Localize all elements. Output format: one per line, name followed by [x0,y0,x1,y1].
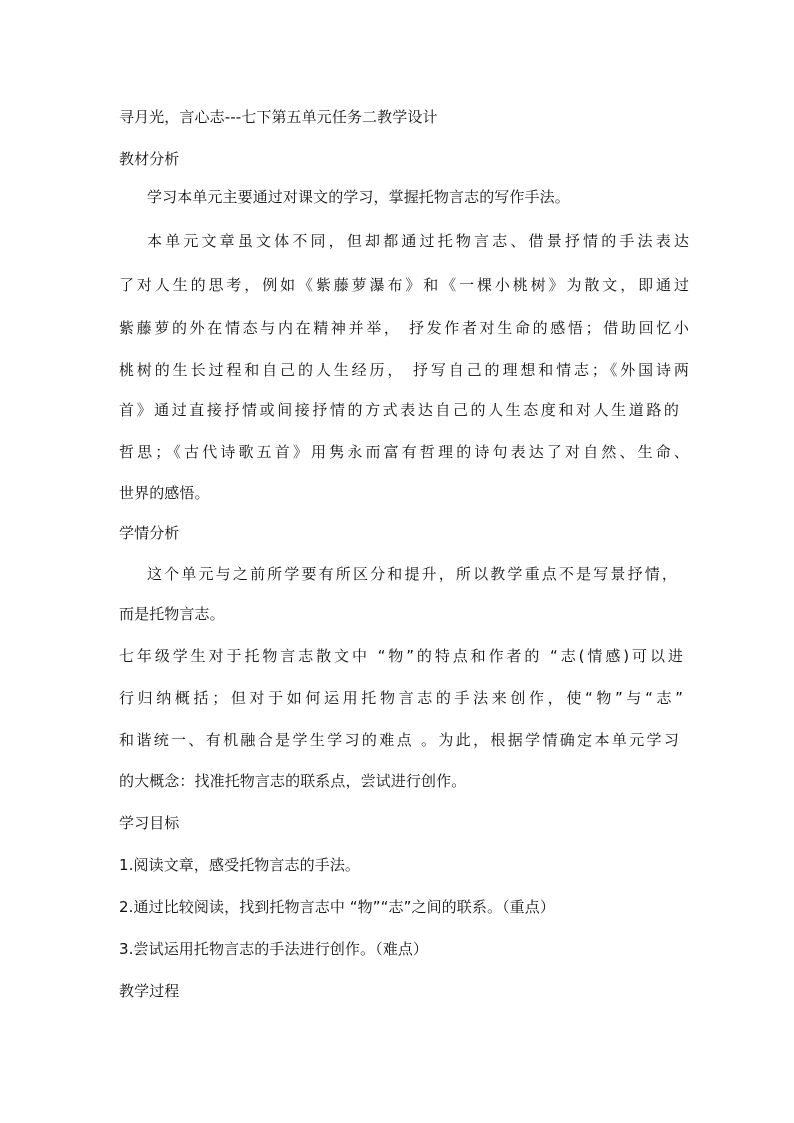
paragraph-line: 这个单元与之前所学要有所区分和提升，所以教学重点不是写景抒情， [147,565,677,583]
document-title: 寻月光，言心志---七下第五单元任务二教学设计 [119,108,438,126]
paragraph-line: 桃树的生长过程和自己的人生经历， 抒写自己的理想和情志；《外国诗两 [119,361,689,379]
paragraph-line: 行归纳概括；但对于如何运用托物言志的手法来创作，使“物”与“志” [119,689,683,707]
objective-item: 1.阅读文章，感受托物言志的手法。 [119,856,361,874]
section-heading-teaching-process: 教学过程 [119,982,180,1000]
paragraph-line: 了对人生的思考，例如《紫藤萝瀑布》和《一棵小桃树》为散文，即通过 [119,276,689,294]
paragraph-line: 紫藤萝的外在情态与内在精神并举， 抒发作者对生命的感悟；借助回忆小 [119,319,689,337]
paragraph-line: 首》通过直接抒情或间接抒情的方式表达自己的人生态度和对人生道路的 [119,401,679,419]
paragraph-line: 世界的感悟。 [119,484,210,502]
paragraph-line: 哲思；《古代诗歌五首》用隽永而富有哲理的诗句表达了对自然、生命、 [119,443,689,461]
paragraph-line: 学习本单元主要通过对课文的学习，掌握托物言志的写作手法。 [147,188,570,206]
paragraph-line: 和谐统一、有机融合是学生学习的难点 。为此，根据学情确定本单元学习 [119,731,679,749]
section-heading-student-analysis: 学情分析 [119,524,180,542]
paragraph-line: 本单元文章虽文体不同，但却都通过托物言志、借景抒情的手法表达 [147,232,689,250]
section-heading-learning-objectives: 学习目标 [119,814,180,832]
paragraph-line: 而是托物言志。 [119,605,225,623]
section-heading-textbook-analysis: 教材分析 [119,150,180,168]
paragraph-line: 的大概念：找准托物言志的联系点，尝试进行创作。 [119,772,467,790]
paragraph-line: 七年级学生对于托物言志散文中 “物”的特点和作者的 “志(情感)可以进 [119,647,683,665]
objective-item: 3.尝试运用托物言志的手法进行创作。（难点） [119,940,429,958]
objective-item: 2.通过比较阅读，找到托物言志中 “物”“志”之间的联系。（重点） [119,898,555,916]
